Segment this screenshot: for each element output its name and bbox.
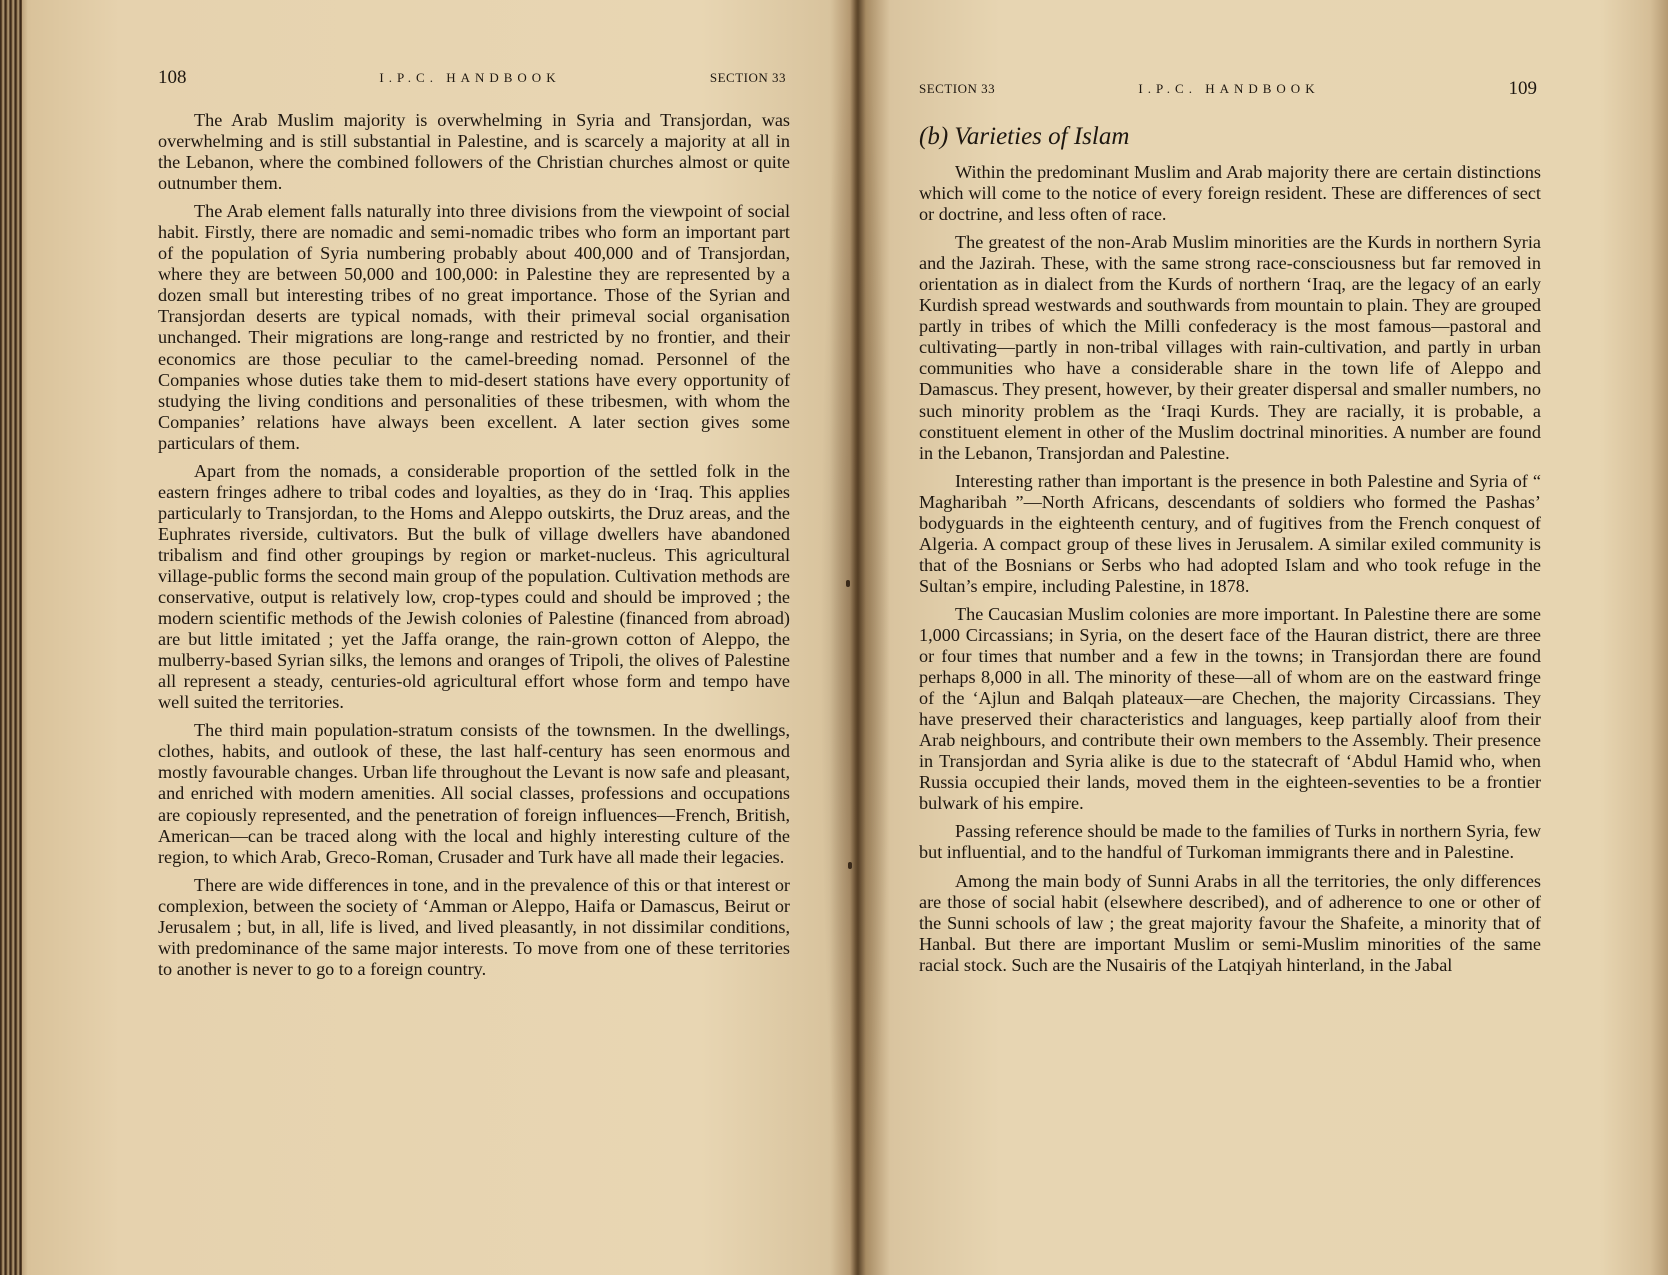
paragraph: There are wide differences in tone, and in the prevalence of this or that interest or complexion, between the society of ‘Amman or Aleppo, Haifa or Damascus, Beirut or Jerusalem ; but, in all, life is lived, and lived pleasantly, in not dissimilar conditions, with predominance of the same major interests. To move from one of these territories to another is never to go to a foreign country. (158, 874, 790, 979)
running-head (917, 78, 1541, 102)
paragraph: Apart from the nomads, a considerable proportion of the settled folk in the eastern fringes adhere to tribal codes and loyalties, as they do in ‘Iraq. This applies particularly to Transjordan, to the Homs and Aleppo outskirts, the Druz areas, and the Euphrates riverside, cultivators. But the bulk of village dwellers have abandoned tribalism and find other groupings by region or market-nucleus. This agricultural village-public forms the second main group of the population. Cultivation methods are conservative, output is relatively low, crop-types could and should be improved ; the modern scientific methods of the Jewish colonies of Palestine (financed from abroad) are but little imitated ; yet the Jaffa orange, the rain-grown cotton of Aleppo, the mulberry-based Syrian silks, the lemons and oranges of Tripoli, the olives of Palestine all represent a steady, centuries-old agricultural effort whose form and tempo have well suited the territories. (158, 460, 790, 713)
paragraph: Passing reference should be made to the families of Turks in northern Syria, few but influential, and to the handful of Turkoman immigrants there and in Palestine. (919, 821, 1541, 863)
paragraph: The greatest of the non-Arab Muslim minorities are the Kurds in northern Syria and the Jazirah. These, with the same strong race-consciousness but far removed in orientation as in dialect from the Kurds of northern ‘Iraq, are the legacy of an early Kurdish spread westwards and southwards from mountain to plain. They are grouped partly in tribes of which the Milli confederacy is the most famous—pastoral and cultivating—partly in non-tribal villages with rain-cultivation, and partly in urban communities who have a considerable share in the town life of Aleppo and Damascus. They present, however, by their greater dispersal and smaller numbers, no such minority problem as the ‘Iraqi Kurds. They are racially, it is probable, a constituent element in other of the Muslim doctrinal minorities. A number are found in the Lebanon, Transjordan and Palestine. (919, 232, 1541, 463)
heading-text: Varieties of Islam (954, 123, 1130, 150)
page-number: 109 (1508, 78, 1537, 99)
running-head (150, 67, 790, 91)
heading-letter: (b) (919, 123, 949, 150)
paragraph: Within the predominant Muslim and Arab majority there are certain distinctions which will come to the notice of every foreign resident. These are differences of sect or doctrine, and less often of race. (919, 162, 1541, 225)
binding-mark (846, 580, 850, 587)
paragraph: Interesting rather than important is the presence in both Palestine and Syria of “ Magharibah ”—North Africans, descendants of soldiers who formed the Pashas’ bodyguards in the eighteenth century, and of fugitives from the French conquest of Algeria. A compact group of these lives in Jerusalem. A similar exiled community is that of the Bosnians or Serbs who had adopted Islam and who took refuge in the Sultan’s empire, including Palestine, in 1878. (919, 470, 1541, 596)
paragraph: Among the main body of Sunni Arabs in all the territories, the only differences are those of social habit (elsewhere described), and of adherence to one or other of the Sunni schools of law ; the great majority favour the Shafeite, a minority that of Hanbal. But there are important Muslim or semi-Muslim minorities of the same racial stock. Such are the Nusairis of the Latqiyah hinterland, in the Jabal (919, 870, 1541, 975)
book-gutter (820, 0, 890, 1275)
page-body (919, 122, 1541, 983)
running-title: I.P.C. HANDBOOK (1138, 81, 1320, 96)
binding-mark (848, 862, 852, 869)
left-page (150, 0, 790, 1275)
section-label: SECTION 33 (709, 70, 786, 85)
page-body (158, 110, 790, 987)
paragraph: The Caucasian Muslim colonies are more important. In Palestine there are some 1,000 Circassians; in Syria, on the desert face of the Hauran district, there are three or four times that number and a few in the towns; in Transjordan there are found perhaps 8,000 in all. The minority of these—all of whom are on the eastward fringe of the ‘Ajlun and Balqah plateaux—are Chechen, the majority Circassians. They have preserved their characteristics and languages, keep partially aloof from their Arab neighbours, and contribute their own members to the Assembly. Their presence in Transjordan and Syria alike is due to the statecraft of ‘Abdul Hamid who, when Russia occupied their lands, moved them in the eighteen-seventies to be a frontier bulwark of his empire. (919, 603, 1541, 814)
right-page (917, 0, 1541, 1275)
paragraph: The third main population-stratum consists of the townsmen. In the dwellings, clothes, habits, and outlook of these, the last half-century has seen enormous and mostly favourable changes. Urban life throughout the Levant is now safe and pleasant, and enriched with modern amenities. All social classes, professions and occupations are copiously represented, and the penetration of foreign influences—French, British, American—can be traced along with the local and highly interesting culture of the region, to which Arab, Greco-Roman, Crusader and Turk have all made their legacies. (158, 720, 790, 867)
page-edges (0, 0, 22, 1275)
running-title: I.P.C. HANDBOOK (379, 70, 561, 85)
section-label: SECTION 33 (919, 81, 996, 96)
page-number: 108 (158, 67, 187, 88)
section-heading (919, 122, 1541, 152)
paragraph: The Arab element falls naturally into three divisions from the viewpoint of social habit. Firstly, there are nomadic and semi-nomadic tribes who form an important part of the population of Syria numbering probably about 400,000 and of Transjordan, where they are between 50,000 and 100,000: in Palestine they are represented by a dozen small but interesting tribes of no great importance. Those of the Syrian and Transjordan deserts are typical nomads, with their primeval social organisation unchanged. Their migrations are long-range and restricted by no frontier, and their economics are those peculiar to the camel-breeding nomad. Personnel of the Companies whose duties take them to mid-desert stations have every opportunity of studying the living conditions and personalities of these tribesmen, with whom the Companies’ relations have always been excellent. A later section gives some particulars of them. (158, 201, 790, 453)
paragraph: The Arab Muslim majority is overwhelming in Syria and Transjordan, was overwhelming and is still substantial in Palestine, and is scarcely a majority at all in the Lebanon, where the combined followers of the Christian churches almost or quite outnumber them. (158, 110, 790, 194)
